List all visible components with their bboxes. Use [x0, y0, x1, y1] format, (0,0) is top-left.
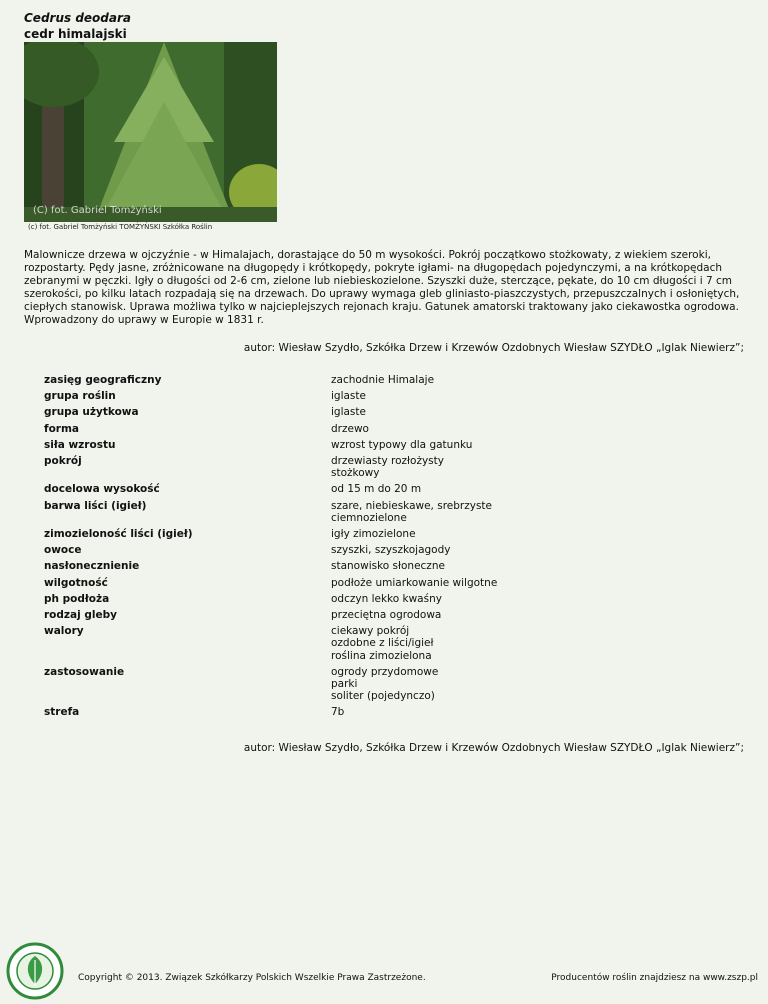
property-values — [331, 666, 744, 703]
property-value: wzrost typowy dla gatunku — [331, 438, 473, 451]
property-value: 7b — [331, 706, 345, 719]
property-label: walory — [44, 625, 84, 638]
property-label: zimozieloność liści (igieł) — [44, 528, 193, 541]
property-value: parki — [331, 678, 358, 691]
property-label: grupa użytkowa — [44, 406, 139, 419]
property-label: strefa — [44, 706, 80, 719]
property-label: zastosowanie — [44, 665, 125, 678]
property-values — [331, 706, 744, 718]
property-value: ciekawy pokrój — [331, 625, 410, 638]
property-values — [331, 455, 744, 479]
property-value: drzewiasty rozłożysty — [331, 455, 444, 468]
property-values — [331, 423, 744, 435]
property-values — [331, 577, 744, 589]
property-value: przeciętna ogrodowa — [331, 609, 442, 622]
property-row — [44, 455, 744, 479]
property-row — [44, 560, 744, 572]
property-value: zachodnie Himalaje — [331, 374, 435, 386]
property-row — [44, 406, 744, 418]
property-values — [331, 406, 744, 418]
property-row — [44, 374, 744, 386]
property-value: igły zimozielone — [331, 528, 416, 541]
property-label: wilgotność — [44, 576, 108, 589]
author-credit-bottom: autor: Wiesław Szydło, Szkółka Drzew i Krzewów Ozdobnych Wiesław SZYDŁO „Iglak Niewierz”; — [243, 742, 744, 754]
zszp-logo — [6, 942, 64, 1000]
property-value: szare, niebieskawe, srebrzyste — [331, 499, 493, 512]
property-row — [44, 577, 744, 589]
species-description: Malownicze drzewa w ojczyźnie - w Himalajach, dorastające do 50 m wysokości. Pokrój początkowo stożkowaty, z wiekiem szeroki, rozpostarty. Pędy jasne, zróżnicowane na długopędy i krótkopędy, pokryte igłami- na długopędach pojedynczymi, a na krótkopędach zebranymi w pęczki. Igły o długości od 2-6 cm, zielone lub niebieskozielone. Szyszki duże, sterczące, pękate, do 10 cm długości i 7 cm szerokości, po kilku latach rozpadają się na drzewach. Do uprawy wymaga gleb gliniasto-piaszczystych, przepuszczalnych i osłoniętych, ciepłych stanowisk. Uprawa możliwa tylko w najcieplejszych rejonach kraju. Gatunek amatorski traktowany jako ciekawostka ogrodowa. Wprowadzony do uprawy w Europie w 1831 r. — [24, 249, 740, 326]
property-row — [44, 483, 744, 495]
property-label: siła wzrostu — [44, 438, 116, 451]
property-row — [44, 609, 744, 621]
property-value: ozdobne z liści/igieł — [331, 637, 434, 650]
properties-table — [44, 374, 744, 723]
property-values — [331, 544, 744, 556]
property-values — [331, 374, 744, 386]
property-label: owoce — [44, 544, 82, 557]
species-latin-name: Cedrus deodara — [24, 11, 131, 25]
property-values — [331, 625, 744, 662]
plant-photo — [24, 42, 277, 222]
property-label: forma — [44, 422, 79, 435]
property-row — [44, 500, 744, 524]
species-polish-name: cedr himalajski — [24, 27, 127, 41]
property-values — [331, 609, 744, 621]
property-label: rodzaj gleby — [44, 609, 117, 622]
copyright-notice: Copyright © 2013. Związek Szkółkarzy Polskich Wszelkie Prawa Zastrzeżone. — [78, 973, 426, 983]
property-value: soliter (pojedynczo) — [331, 690, 435, 703]
property-row — [44, 390, 744, 402]
author-credit: autor: Wiesław Szydło, Szkółka Drzew i Krzewów Ozdobnych Wiesław SZYDŁO „Iglak Niewierz”; — [243, 342, 744, 354]
property-value: szyszki, szyszkojagody — [331, 544, 451, 557]
property-values — [331, 390, 744, 402]
property-label: barwa liści (igieł) — [44, 499, 147, 512]
property-label: pokrój — [44, 455, 82, 468]
property-value: drzewo — [331, 422, 369, 435]
property-values — [331, 483, 744, 495]
property-value: iglaste — [331, 390, 366, 403]
property-values — [331, 500, 744, 524]
producers-link-text: Producentów roślin znajdziesz na www.zszp.pl — [551, 973, 758, 983]
photo-caption: (c) fot. Gabriel Tomżyński TOMŻYŃSKI Szkółka Roślin — [28, 223, 213, 231]
property-row — [44, 528, 744, 540]
property-row — [44, 706, 744, 718]
property-row — [44, 666, 744, 703]
property-value: stożkowy — [331, 467, 380, 480]
property-value: odczyn lekko kwaśny — [331, 592, 442, 605]
photo-watermark: (C) fot. Gabriel Tomżyński — [33, 205, 162, 216]
property-row — [44, 625, 744, 662]
property-values — [331, 439, 744, 451]
property-value: od 15 m do 20 m — [331, 483, 422, 496]
property-value: stanowisko słoneczne — [331, 560, 445, 573]
property-row — [44, 544, 744, 556]
property-value: ogrody przydomowe — [331, 665, 439, 678]
property-values — [331, 593, 744, 605]
property-value: podłoże umiarkowanie wilgotne — [331, 576, 498, 589]
property-value: ciemnozielone — [331, 511, 407, 524]
property-values — [331, 560, 744, 572]
property-row — [44, 593, 744, 605]
property-label: ph podłoża — [44, 592, 110, 605]
property-label: nasłonecznienie — [44, 560, 140, 573]
property-label: docelowa wysokość — [44, 483, 160, 496]
property-label: zasięg geograficzny — [44, 374, 162, 386]
property-values — [331, 528, 744, 540]
property-row — [44, 439, 744, 451]
property-label: grupa roślin — [44, 390, 116, 403]
property-value: roślina zimozielona — [331, 649, 432, 662]
property-row — [44, 423, 744, 435]
property-value: iglaste — [331, 406, 366, 419]
